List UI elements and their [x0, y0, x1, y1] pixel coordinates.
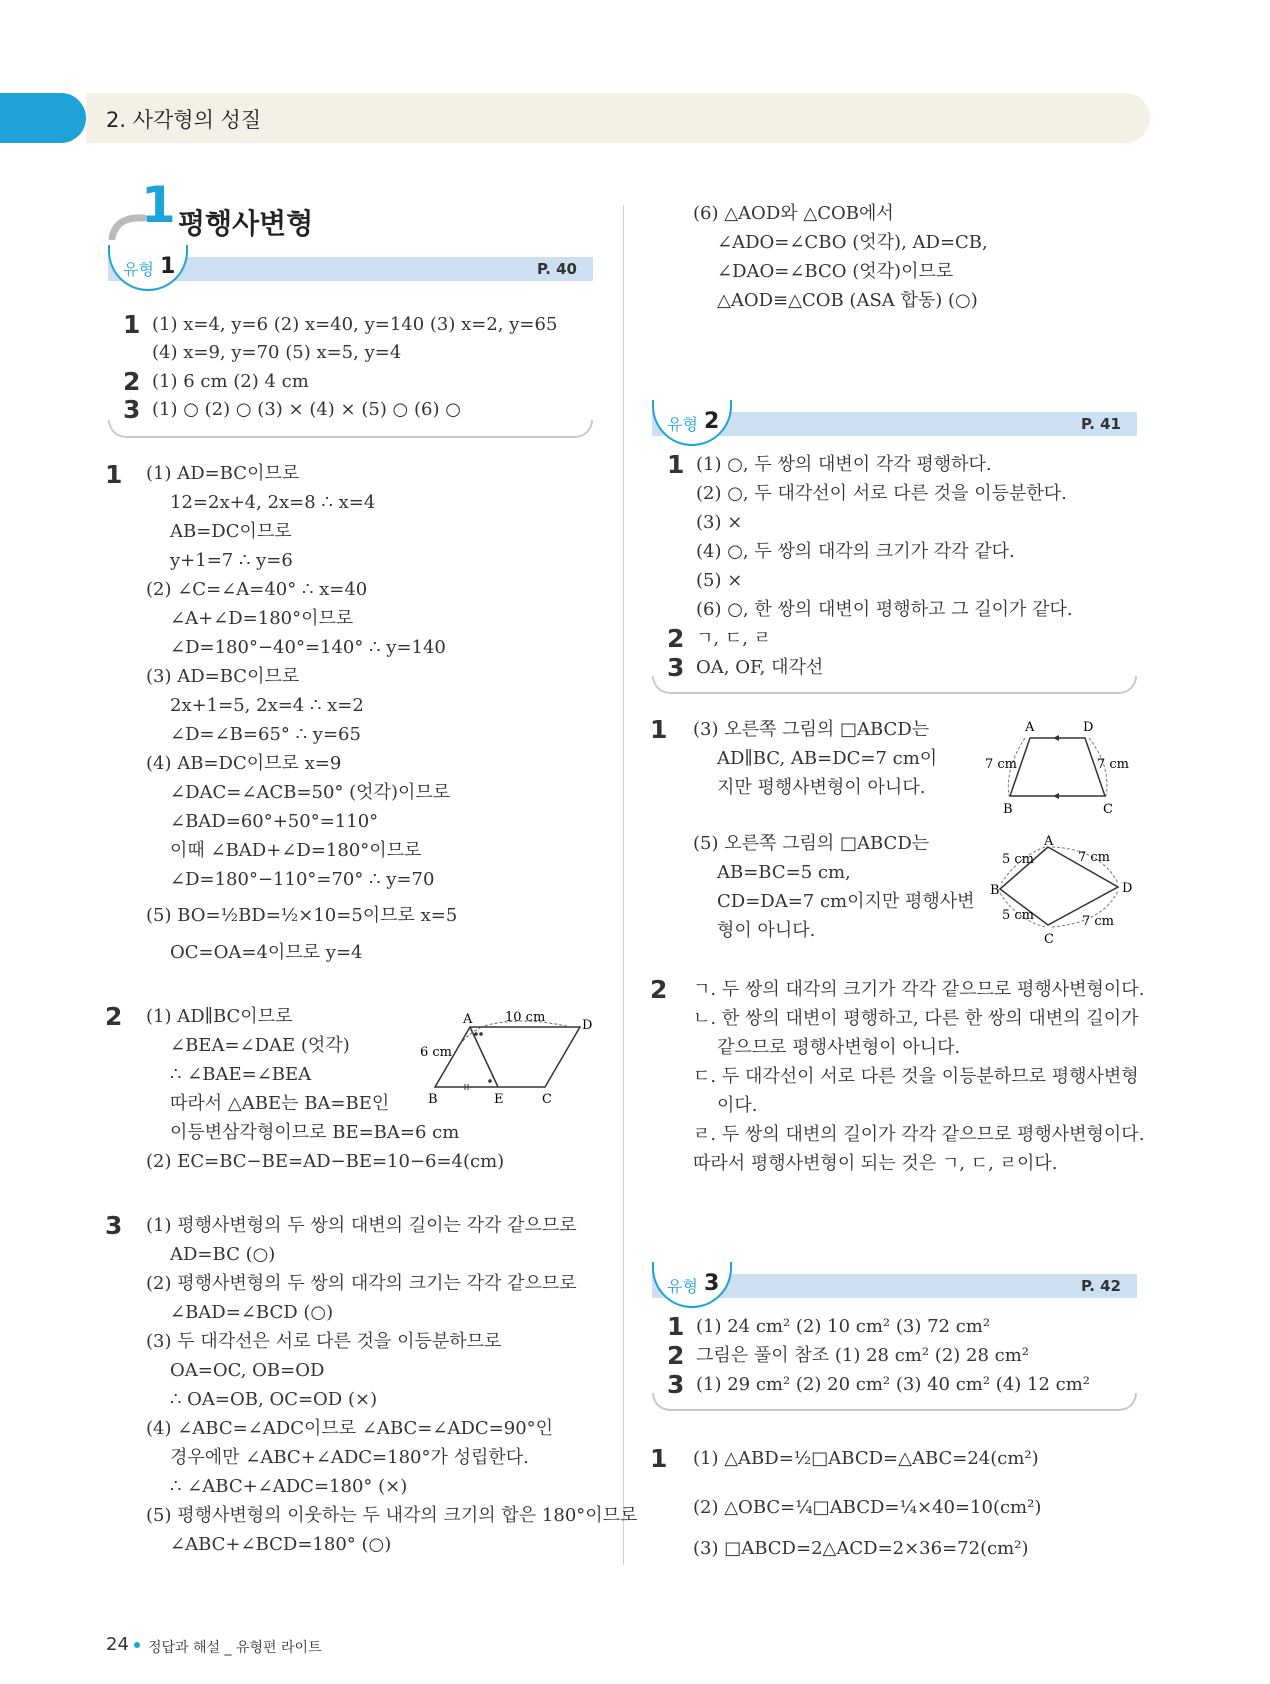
- fig-label: 6 cm: [420, 1045, 453, 1060]
- solution-line: 따라서 평행사변형이 되는 것은 ㄱ, ㄷ, ㄹ이다.: [693, 1153, 1058, 1174]
- answer-line: (1) 29 cm² (2) 20 cm² (3) 40 cm² (4) 12 cm²: [696, 1374, 1091, 1395]
- section-title: 평행사변형: [178, 207, 314, 240]
- solution-line: (5) 오른쪽 그림의 □ABCD는: [693, 833, 930, 854]
- solution-line: y+1=7 ∴ y=6: [170, 550, 293, 571]
- column-divider: [623, 205, 624, 1565]
- solution-num: 1: [105, 460, 123, 489]
- type-badge: [652, 400, 732, 446]
- solution-line: ∴ OA=OB, OC=OD (×): [170, 1389, 378, 1410]
- answer-line: ㄱ, ㄷ, ㄹ: [696, 628, 772, 649]
- footer-dot: [134, 1642, 140, 1648]
- answer-num: 2: [667, 1341, 685, 1370]
- solution-line: (3) 오른쪽 그림의 □ABCD는: [693, 719, 930, 740]
- answer-line: (6) ○, 한 쌍의 대변이 평행하고 그 길이가 같다.: [696, 599, 1073, 620]
- solution-line: ㄹ. 두 쌍의 대변의 길이가 각각 같으므로 평행사변형이다.: [693, 1124, 1145, 1145]
- fig-label: 5 cm: [1002, 908, 1035, 923]
- answer-num: 3: [667, 653, 685, 682]
- solution-line: (5) 평행사변형의 이웃하는 두 내각의 크기의 합은 180°이므로: [146, 1505, 638, 1526]
- fig-label: 7 cm: [1078, 850, 1111, 865]
- solution-line: (3) □ABCD=2△ACD=2×36=72(cm²): [693, 1538, 1029, 1559]
- answer-line: (4) ○, 두 쌍의 대각의 크기가 각각 같다.: [696, 541, 1015, 562]
- solution-line: 이등변삼각형이므로 BE=BA=6 cm: [170, 1122, 460, 1143]
- answer-line: (1) ○ (2) ○ (3) × (4) × (5) ○ (6) ○: [152, 399, 461, 420]
- fig-label: D: [1083, 720, 1094, 735]
- answer-num: 2: [123, 367, 141, 396]
- solution-line: ∴ ∠ABC+∠ADC=180° (×): [170, 1476, 408, 1497]
- fig-label: B: [990, 883, 1000, 898]
- solution-line: 같으므로 평행사변형이 아니다.: [717, 1037, 961, 1058]
- fig-label: D: [1122, 881, 1133, 896]
- header-accent: [0, 93, 86, 143]
- type-label: 유형: [123, 260, 154, 279]
- solution-line: ∠BAD=∠BCD (○): [170, 1302, 334, 1323]
- fig-label: C: [542, 1092, 552, 1105]
- answer-num: 1: [123, 310, 141, 339]
- answer-line: (1) ○, 두 쌍의 대변이 각각 평행하다.: [696, 454, 992, 475]
- solution-line: (6) △AOD와 △COB에서: [693, 203, 894, 224]
- page-number: 24: [106, 1634, 129, 1655]
- answer-line: (1) x=4, y=6 (2) x=40, y=140 (3) x=2, y=65: [152, 314, 558, 335]
- solution-line: (4) AB=DC이므로 x=9: [146, 753, 342, 774]
- solution-line: ∠ABC+∠BCD=180° (○): [170, 1534, 392, 1555]
- solution-line: ㄴ. 한 쌍의 대변이 평행하고, 다른 한 쌍의 대변의 길이가: [693, 1008, 1139, 1029]
- solution-line: ∠DAO=∠BCO (엇각)이므로: [717, 261, 954, 282]
- solution-line: (5) BO=½BD=½×10=5이므로 x=5: [146, 905, 458, 926]
- solution-line: ∠ADO=∠CBO (엇각), AD=CB,: [717, 232, 988, 253]
- solution-line: (1) AD=BC이므로: [146, 463, 300, 484]
- solution-line: CD=DA=7 cm이지만 평행사변: [717, 891, 975, 912]
- solution-line: ∠D=∠B=65° ∴ y=65: [170, 724, 361, 745]
- type-label: 유형: [667, 415, 698, 434]
- solution-line: (3) AD=BC이므로: [146, 666, 300, 687]
- fig-label: D: [582, 1018, 593, 1033]
- type-page-ref: P. 40: [536, 260, 577, 278]
- solution-num: 2: [650, 975, 668, 1004]
- type-badge: [652, 1262, 732, 1308]
- solution-line: 지만 평행사변형이 아니다.: [717, 777, 926, 798]
- solution-line: ∠BAD=60°+50°=110°: [170, 811, 379, 832]
- type-page-ref: P. 41: [1080, 415, 1121, 433]
- section-number: 1: [141, 176, 176, 234]
- answer-line: (3) ×: [696, 512, 743, 533]
- answer-num: 3: [123, 395, 141, 424]
- answer-line: (4) x=9, y=70 (5) x=5, y=4: [152, 342, 402, 363]
- solution-line: ∴ ∠BAE=∠BEA: [170, 1064, 312, 1085]
- solution-line: (1) △ABD=½□ABCD=△ABC=24(cm²): [693, 1448, 1039, 1469]
- trapezoid-figure: [985, 718, 1135, 818]
- answer-num: 3: [667, 1370, 685, 1399]
- solution-num: 1: [650, 1444, 668, 1473]
- type2-box-bottom: [652, 676, 1137, 694]
- solution-num: 3: [105, 1211, 123, 1240]
- chapter-title: 2. 사각형의 성질: [106, 108, 262, 132]
- solution-line: (1) 평행사변형의 두 쌍의 대변의 길이는 각각 같으므로: [146, 1215, 577, 1236]
- solution-line: ㄷ. 두 대각선이 서로 다른 것을 이등분하므로 평행사변형: [693, 1066, 1139, 1087]
- fig-label: B: [1003, 802, 1013, 817]
- solution-line: AB=BC=5 cm,: [717, 862, 851, 883]
- solution-line: OA=OC, OB=OD: [170, 1360, 325, 1381]
- solution-line: (3) 두 대각선은 서로 다른 것을 이등분하므로: [146, 1331, 502, 1352]
- type-number: 3: [704, 1271, 720, 1296]
- fig-label: B: [428, 1092, 438, 1105]
- solution-line: (2) 평행사변형의 두 쌍의 대각의 크기는 각각 같으므로: [146, 1273, 577, 1294]
- solution-line: 이다.: [717, 1095, 758, 1116]
- solution-line: ∠D=180°−110°=70° ∴ y=70: [170, 869, 435, 890]
- fig-label: E: [494, 1092, 504, 1105]
- solution-line: ∠A+∠D=180°이므로: [170, 608, 354, 629]
- fig-label: 10 cm: [505, 1010, 546, 1025]
- answer-line: (1) 6 cm (2) 4 cm: [152, 371, 309, 392]
- solution-line: (2) EC=BC−BE=AD−BE=10−6=4(cm): [146, 1151, 505, 1172]
- solution-line: 이때 ∠BAD+∠D=180°이므로: [170, 840, 422, 861]
- solution-line: AB=DC이므로: [170, 521, 292, 542]
- answer-num: 2: [667, 624, 685, 653]
- fig-label: 7 cm: [1097, 757, 1130, 772]
- answer-num: 1: [667, 450, 685, 479]
- fig-label: A: [1044, 835, 1054, 849]
- solution-line: 형이 아니다.: [717, 920, 816, 941]
- solution-line: OC=OA=4이므로 y=4: [170, 942, 363, 963]
- type-number: 2: [704, 409, 720, 434]
- fig-label: C: [1044, 932, 1054, 945]
- solution-line: △AOD≡△COB (ASA 합동) (○): [717, 290, 978, 311]
- solution-line: 경우에만 ∠ABC+∠ADC=180°가 성립한다.: [170, 1447, 529, 1468]
- solution-line: 따라서 △ABE는 BA=BE인: [170, 1093, 390, 1114]
- type3-box-bottom: [652, 1393, 1137, 1411]
- answer-line: (2) ○, 두 대각선이 서로 다른 것을 이등분한다.: [696, 483, 1067, 504]
- answer-line: (1) 24 cm² (2) 10 cm² (3) 72 cm²: [696, 1316, 991, 1337]
- type-number: 1: [160, 254, 176, 279]
- solution-line: (2) ∠C=∠A=40° ∴ x=40: [146, 579, 368, 600]
- fig-label: 7 cm: [1082, 914, 1115, 929]
- solution-line: (2) △OBC=¼□ABCD=¼×40=10(cm²): [693, 1497, 1042, 1518]
- solution-line: ∠DAC=∠ACB=50° (엇각)이므로: [170, 782, 451, 803]
- footer-text: 정답과 해설 _ 유형편 라이트: [148, 1640, 322, 1656]
- type-label: 유형: [667, 1277, 698, 1296]
- solution-line: (1) AD∥BC이므로: [146, 1006, 293, 1027]
- solution-line: AD=BC (○): [170, 1244, 276, 1265]
- answer-num: 1: [667, 1312, 685, 1341]
- solution-line: ∠BEA=∠DAE (엇각): [170, 1035, 350, 1056]
- answer-line: (5) ×: [696, 570, 743, 591]
- type-page-ref: P. 42: [1080, 1277, 1121, 1295]
- fig-label: 7 cm: [985, 757, 1018, 772]
- fig-label: 5 cm: [1002, 852, 1035, 867]
- solution-num: 2: [105, 1002, 123, 1031]
- solution-line: ∠D=180°−40°=140° ∴ y=140: [170, 637, 446, 658]
- kite-figure: [990, 835, 1140, 945]
- answer-line: 그림은 풀이 참조 (1) 28 cm² (2) 28 cm²: [696, 1345, 1030, 1366]
- solution-line: 2x+1=5, 2x=4 ∴ x=2: [170, 695, 364, 716]
- answer-line: OA, OF, 대각선: [696, 657, 824, 678]
- fig-label: A: [463, 1012, 473, 1027]
- fig-label: A: [1025, 720, 1035, 735]
- type1-box-bottom: [108, 420, 593, 438]
- solution-line: (4) ∠ABC=∠ADC이므로 ∠ABC=∠ADC=90°인: [146, 1418, 554, 1439]
- solution-line: ㄱ. 두 쌍의 대각의 크기가 각각 같으므로 평행사변형이다.: [693, 979, 1145, 1000]
- solution-num: 1: [650, 715, 668, 744]
- fig-label: C: [1103, 802, 1113, 817]
- solution-line: 12=2x+4, 2x=8 ∴ x=4: [170, 492, 376, 513]
- solution-line: AD∥BC, AB=DC=7 cm이: [717, 748, 938, 769]
- parallelogram-figure: [420, 1005, 595, 1105]
- type-badge: [108, 245, 188, 291]
